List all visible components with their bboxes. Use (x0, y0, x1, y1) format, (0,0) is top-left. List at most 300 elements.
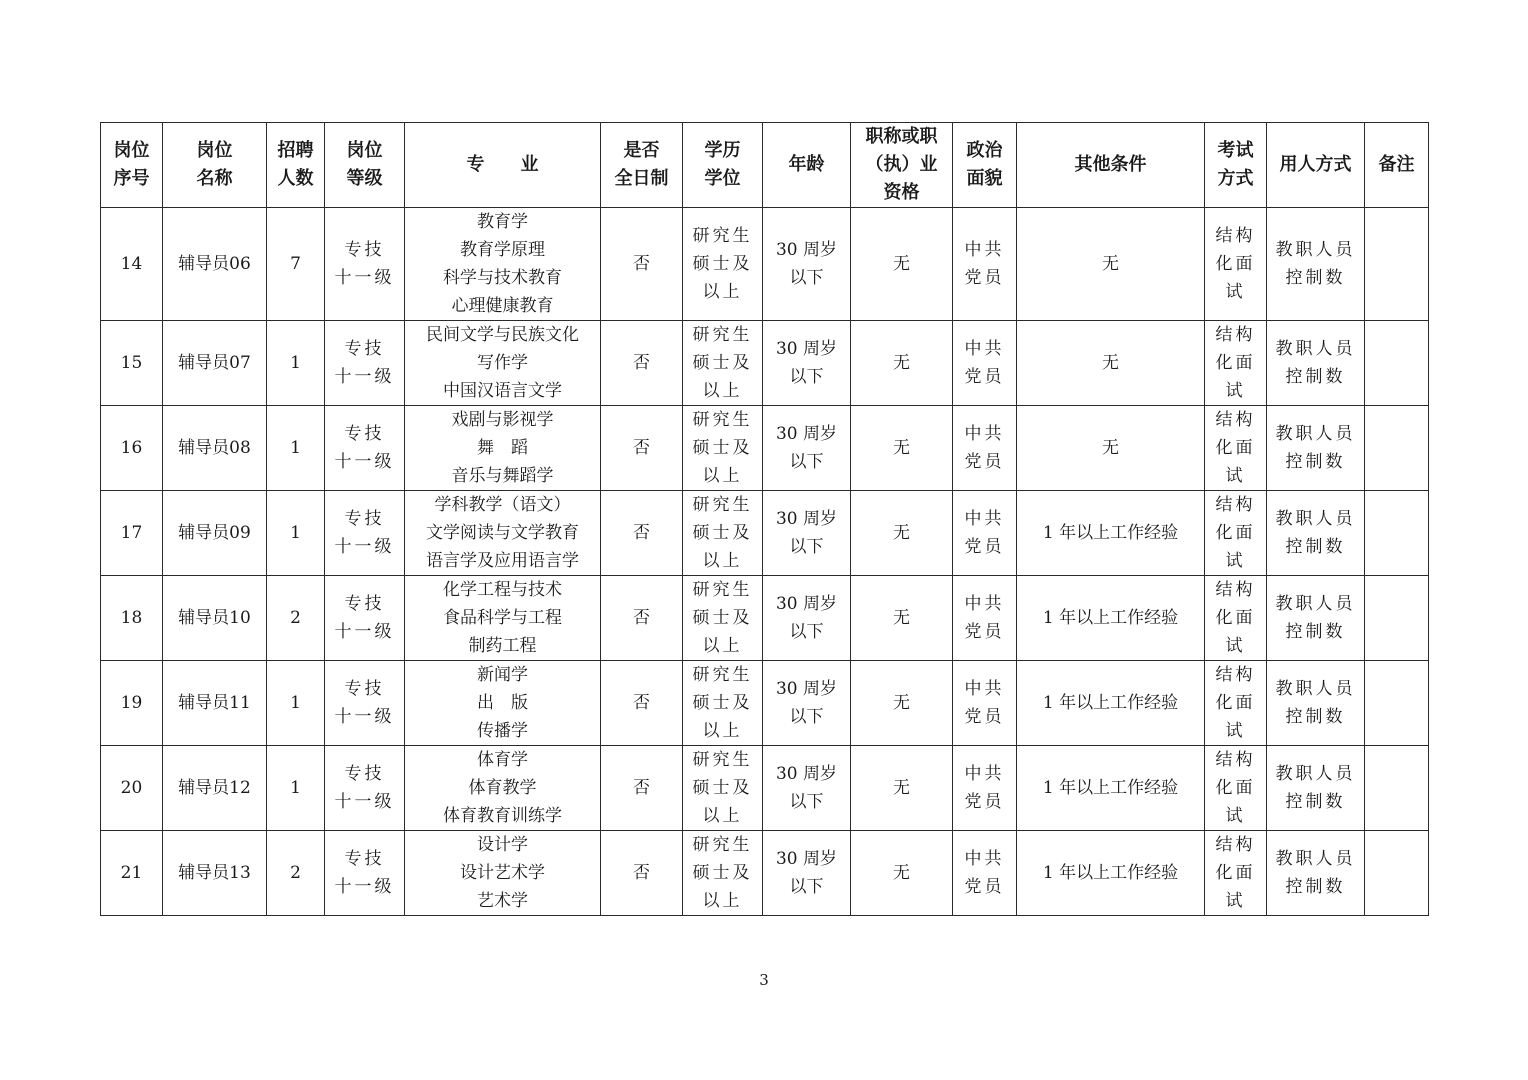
table-row (101, 831, 1429, 916)
cell-fulltime (601, 576, 683, 661)
cell-age-line: 30 周岁 (775, 339, 838, 359)
cell-exam-line: 试 (1225, 466, 1246, 486)
header-age: 年龄 (763, 123, 851, 208)
cell-degree (683, 208, 763, 321)
cell-exam-line: 化面 (1215, 693, 1256, 713)
cell-employ-line: 教职人员 (1275, 509, 1356, 529)
cell-level-line: 十一级 (334, 367, 395, 387)
cell-majors-line: 语言学及应用语言学 (426, 551, 579, 571)
cell-level-line: 十一级 (334, 707, 395, 727)
cell-seq (101, 576, 163, 661)
cell-employ (1267, 321, 1365, 406)
cell-exam-line: 结构 (1215, 325, 1256, 345)
cell-level (325, 321, 405, 406)
cell-political-line: 中共 (964, 339, 1005, 359)
cell-count-text: 1 (290, 778, 301, 798)
cell-fulltime-text: 否 (633, 523, 650, 543)
cell-degree (683, 321, 763, 406)
cell-degree (683, 491, 763, 576)
cell-seq-text: 15 (120, 353, 143, 373)
cell-political-line: 党员 (964, 622, 1005, 642)
cell-political (953, 406, 1017, 491)
cell-level-line: 专技 (344, 594, 385, 614)
cell-exam-line: 化面 (1215, 863, 1256, 883)
cell-other-text: 无 (1102, 438, 1119, 458)
cell-age-line: 30 周岁 (775, 594, 838, 614)
cell-level-line: 十一级 (334, 792, 395, 812)
cell-note (1365, 208, 1429, 321)
cell-degree-line: 以上 (702, 466, 743, 486)
cell-level (325, 406, 405, 491)
cell-seq-text: 18 (120, 608, 143, 628)
cell-majors-line: 教育学 (477, 212, 528, 232)
cell-count (267, 661, 325, 746)
cell-name (163, 831, 267, 916)
cell-political-line: 中共 (964, 509, 1005, 529)
cell-employ-line: 控制数 (1285, 707, 1346, 727)
cell-majors (405, 491, 601, 576)
cell-exam-line: 试 (1225, 636, 1246, 656)
cell-employ-line: 教职人员 (1275, 594, 1356, 614)
cell-majors-line: 制药工程 (468, 636, 537, 656)
cell-age-line: 以下 (789, 707, 824, 727)
cell-degree-line: 研究生 (692, 495, 753, 515)
cell-other-text: 1 年以上工作经验 (1042, 523, 1179, 543)
cell-employ (1267, 406, 1365, 491)
cell-age-line: 以下 (789, 537, 824, 557)
cell-political-line: 党员 (964, 537, 1005, 557)
header-other: 其他条件 (1017, 123, 1205, 208)
cell-fulltime (601, 406, 683, 491)
cell-count-text: 1 (290, 353, 301, 373)
header-fulltime: 是否 全日制 (601, 123, 683, 208)
cell-exam (1205, 321, 1267, 406)
cell-exam-line: 结构 (1215, 750, 1256, 770)
cell-degree-line: 硕士及 (692, 608, 753, 628)
cell-exam-line: 结构 (1215, 580, 1256, 600)
cell-exam-line: 结构 (1215, 226, 1256, 246)
cell-other (1017, 831, 1205, 916)
cell-employ-line: 控制数 (1285, 877, 1346, 897)
cell-note (1365, 576, 1429, 661)
cell-note (1365, 831, 1429, 916)
cell-level (325, 661, 405, 746)
cell-majors-line: 体育教学 (468, 778, 537, 798)
cell-political-line: 党员 (964, 792, 1005, 812)
cell-seq-text: 17 (120, 523, 143, 543)
cell-note (1365, 491, 1429, 576)
cell-level-line: 专技 (344, 849, 385, 869)
cell-degree-line: 硕士及 (692, 438, 753, 458)
header-major: 专 业 (405, 123, 601, 208)
header-level: 岗位 等级 (325, 123, 405, 208)
cell-count-text: 1 (290, 438, 301, 458)
cell-note (1365, 321, 1429, 406)
cell-exam-line: 试 (1225, 381, 1246, 401)
cell-majors (405, 208, 601, 321)
cell-level-line: 专技 (344, 424, 385, 444)
cell-majors-line: 舞 蹈 (477, 438, 528, 458)
cell-political-line: 中共 (964, 764, 1005, 784)
cell-exam-line: 结构 (1215, 835, 1256, 855)
cell-seq-text: 19 (120, 693, 143, 713)
cell-degree (683, 406, 763, 491)
cell-age-line: 30 周岁 (775, 849, 838, 869)
cell-level-line: 专技 (344, 764, 385, 784)
cell-title (851, 321, 953, 406)
cell-note (1365, 661, 1429, 746)
cell-age (763, 831, 851, 916)
cell-majors (405, 576, 601, 661)
cell-employ (1267, 576, 1365, 661)
cell-fulltime (601, 208, 683, 321)
header-note: 备注 (1365, 123, 1429, 208)
cell-political-line: 党员 (964, 268, 1005, 288)
cell-degree-line: 硕士及 (692, 523, 753, 543)
table-row (101, 321, 1429, 406)
cell-level-line: 专技 (344, 240, 385, 260)
cell-degree-line: 以上 (702, 551, 743, 571)
cell-name-text: 辅导员06 (178, 254, 251, 274)
cell-seq (101, 208, 163, 321)
header-political: 政治 面貌 (953, 123, 1017, 208)
cell-name-text: 辅导员07 (178, 353, 251, 373)
cell-degree-line: 以上 (702, 381, 743, 401)
cell-other-text: 1 年以上工作经验 (1042, 863, 1179, 883)
cell-level-line: 十一级 (334, 877, 395, 897)
cell-degree-line: 研究生 (692, 665, 753, 685)
cell-political (953, 746, 1017, 831)
cell-fulltime-text: 否 (633, 254, 650, 274)
cell-political-line: 党员 (964, 877, 1005, 897)
cell-fulltime (601, 831, 683, 916)
cell-name-text: 辅导员13 (178, 863, 251, 883)
cell-exam-line: 结构 (1215, 410, 1256, 430)
cell-employ-line: 控制数 (1285, 622, 1346, 642)
cell-degree-line: 硕士及 (692, 353, 753, 373)
header-degree: 学历 学位 (683, 123, 763, 208)
cell-employ-line: 教职人员 (1275, 764, 1356, 784)
cell-level-line: 专技 (344, 339, 385, 359)
cell-level-line: 十一级 (334, 452, 395, 472)
cell-age (763, 406, 851, 491)
cell-exam-line: 化面 (1215, 438, 1256, 458)
cell-employ-line: 教职人员 (1275, 240, 1356, 260)
cell-majors-line: 写作学 (477, 353, 528, 373)
cell-majors-line: 科学与技术教育 (443, 268, 562, 288)
cell-note (1365, 746, 1429, 831)
cell-level (325, 746, 405, 831)
cell-count (267, 831, 325, 916)
cell-count (267, 321, 325, 406)
cell-political-line: 中共 (964, 679, 1005, 699)
cell-degree-line: 硕士及 (692, 254, 753, 274)
cell-seq (101, 491, 163, 576)
cell-age (763, 746, 851, 831)
cell-majors (405, 661, 601, 746)
cell-level (325, 491, 405, 576)
cell-exam (1205, 661, 1267, 746)
cell-employ-line: 教职人员 (1275, 849, 1356, 869)
cell-title-text: 无 (893, 523, 910, 543)
cell-degree-line: 研究生 (692, 226, 753, 246)
table-row (101, 406, 1429, 491)
cell-exam (1205, 406, 1267, 491)
cell-political-line: 中共 (964, 849, 1005, 869)
cell-age-line: 30 周岁 (775, 764, 838, 784)
cell-name-text: 辅导员08 (178, 438, 251, 458)
cell-age-line: 以下 (789, 622, 824, 642)
cell-title (851, 208, 953, 321)
cell-seq-text: 21 (120, 863, 143, 883)
cell-seq (101, 406, 163, 491)
cell-other-text: 无 (1102, 353, 1119, 373)
cell-majors-line: 设计艺术学 (460, 863, 545, 883)
cell-exam-line: 试 (1225, 721, 1246, 741)
cell-degree-line: 研究生 (692, 750, 753, 770)
cell-majors-line: 民间文学与民族文化 (426, 325, 579, 345)
cell-fulltime-text: 否 (633, 608, 650, 628)
cell-exam (1205, 746, 1267, 831)
cell-seq-text: 16 (120, 438, 143, 458)
cell-age (763, 661, 851, 746)
cell-fulltime-text: 否 (633, 863, 650, 883)
cell-name (163, 746, 267, 831)
cell-exam (1205, 576, 1267, 661)
cell-majors-line: 新闻学 (477, 665, 528, 685)
cell-degree-line: 研究生 (692, 580, 753, 600)
cell-fulltime (601, 321, 683, 406)
cell-level-line: 十一级 (334, 622, 395, 642)
cell-degree-line: 硕士及 (692, 863, 753, 883)
cell-majors-line: 体育学 (477, 750, 528, 770)
cell-majors (405, 746, 601, 831)
cell-degree-line: 硕士及 (692, 778, 753, 798)
cell-majors-line: 学科教学（语文） (434, 495, 571, 515)
cell-political-line: 党员 (964, 707, 1005, 727)
cell-title (851, 746, 953, 831)
cell-exam-line: 化面 (1215, 254, 1256, 274)
cell-name (163, 406, 267, 491)
cell-fulltime (601, 491, 683, 576)
cell-majors-line: 音乐与舞蹈学 (451, 466, 554, 486)
cell-majors (405, 406, 601, 491)
cell-name (163, 208, 267, 321)
cell-majors-line: 戏剧与影视学 (451, 410, 554, 430)
cell-level-line: 专技 (344, 679, 385, 699)
cell-other-text: 1 年以上工作经验 (1042, 778, 1179, 798)
cell-level (325, 576, 405, 661)
cell-title (851, 661, 953, 746)
cell-majors (405, 321, 601, 406)
cell-exam (1205, 208, 1267, 321)
cell-age (763, 208, 851, 321)
cell-majors-line: 食品科学与工程 (443, 608, 562, 628)
table-body (101, 208, 1429, 916)
cell-political-line: 党员 (964, 452, 1005, 472)
cell-title-text: 无 (893, 608, 910, 628)
cell-majors-line: 教育学原理 (460, 240, 545, 260)
cell-age-line: 30 周岁 (775, 424, 838, 444)
cell-title-text: 无 (893, 353, 910, 373)
cell-fulltime-text: 否 (633, 693, 650, 713)
cell-degree-line: 研究生 (692, 325, 753, 345)
cell-political (953, 661, 1017, 746)
cell-exam-line: 试 (1225, 891, 1246, 911)
cell-level (325, 208, 405, 321)
cell-seq-text: 14 (120, 254, 143, 274)
cell-name-text: 辅导员12 (178, 778, 251, 798)
cell-title (851, 491, 953, 576)
cell-political (953, 321, 1017, 406)
cell-fulltime-text: 否 (633, 353, 650, 373)
cell-political (953, 491, 1017, 576)
header-count: 招聘 人数 (267, 123, 325, 208)
cell-count (267, 208, 325, 321)
cell-exam-line: 结构 (1215, 495, 1256, 515)
cell-political (953, 576, 1017, 661)
cell-exam-line: 化面 (1215, 523, 1256, 543)
cell-majors-line: 化学工程与技术 (443, 580, 562, 600)
cell-majors-line: 设计学 (477, 835, 528, 855)
cell-employ (1267, 831, 1365, 916)
cell-count-text: 2 (290, 608, 301, 628)
cell-political (953, 831, 1017, 916)
cell-employ (1267, 208, 1365, 321)
table-row (101, 491, 1429, 576)
cell-fulltime-text: 否 (633, 778, 650, 798)
cell-employ-line: 教职人员 (1275, 424, 1356, 444)
cell-other-text: 无 (1102, 254, 1119, 274)
cell-degree (683, 576, 763, 661)
cell-age-line: 30 周岁 (775, 509, 838, 529)
cell-employ (1267, 746, 1365, 831)
cell-title-text: 无 (893, 254, 910, 274)
header-title: 职称或职 （执）业 资格 (851, 123, 953, 208)
cell-age-line: 以下 (789, 268, 824, 288)
cell-degree-line: 以上 (702, 891, 743, 911)
cell-degree-line: 以上 (702, 806, 743, 826)
cell-level (325, 831, 405, 916)
cell-majors-line: 中国汉语言文学 (443, 381, 562, 401)
cell-majors-line: 文学阅读与文学教育 (426, 523, 579, 543)
cell-majors-line: 出 版 (477, 693, 528, 713)
cell-fulltime-text: 否 (633, 438, 650, 458)
cell-count-text: 7 (290, 254, 301, 274)
cell-degree-line: 硕士及 (692, 693, 753, 713)
cell-degree (683, 746, 763, 831)
cell-level-line: 十一级 (334, 268, 395, 288)
cell-title-text: 无 (893, 778, 910, 798)
cell-exam-line: 试 (1225, 806, 1246, 826)
cell-degree (683, 661, 763, 746)
cell-employ-line: 控制数 (1285, 268, 1346, 288)
cell-title-text: 无 (893, 863, 910, 883)
cell-employ-line: 控制数 (1285, 537, 1346, 557)
header-employ: 用人方式 (1267, 123, 1365, 208)
cell-other (1017, 208, 1205, 321)
cell-name-text: 辅导员11 (178, 693, 251, 713)
cell-majors-line: 传播学 (477, 721, 528, 741)
cell-employ-line: 教职人员 (1275, 679, 1356, 699)
cell-exam (1205, 831, 1267, 916)
cell-degree-line: 研究生 (692, 835, 753, 855)
cell-count (267, 746, 325, 831)
cell-age (763, 491, 851, 576)
cell-age-line: 以下 (789, 877, 824, 897)
cell-age-line: 以下 (789, 367, 824, 387)
cell-employ (1267, 491, 1365, 576)
cell-exam-line: 试 (1225, 282, 1246, 302)
cell-name (163, 491, 267, 576)
cell-majors-line: 心理健康教育 (451, 296, 554, 316)
cell-fulltime (601, 746, 683, 831)
cell-political-line: 党员 (964, 367, 1005, 387)
cell-seq-text: 20 (120, 778, 143, 798)
cell-other-text: 1 年以上工作经验 (1042, 693, 1179, 713)
cell-title-text: 无 (893, 438, 910, 458)
cell-name (163, 576, 267, 661)
cell-count (267, 491, 325, 576)
cell-other (1017, 746, 1205, 831)
cell-degree (683, 831, 763, 916)
header-name: 岗位 名称 (163, 123, 267, 208)
cell-name (163, 321, 267, 406)
cell-employ-line: 控制数 (1285, 452, 1346, 472)
cell-name-text: 辅导员09 (178, 523, 251, 543)
cell-title (851, 406, 953, 491)
cell-majors-line: 艺术学 (477, 891, 528, 911)
table-row (101, 661, 1429, 746)
cell-political-line: 中共 (964, 424, 1005, 444)
cell-other (1017, 406, 1205, 491)
recruitment-table (100, 122, 1429, 916)
cell-seq (101, 831, 163, 916)
table-header-row (101, 123, 1429, 208)
cell-exam-line: 结构 (1215, 665, 1256, 685)
cell-majors-line: 体育教育训练学 (443, 806, 562, 826)
cell-age-line: 30 周岁 (775, 240, 838, 260)
cell-level-line: 专技 (344, 509, 385, 529)
page-number: 3 (759, 971, 769, 989)
cell-count-text: 1 (290, 523, 301, 543)
cell-other (1017, 321, 1205, 406)
cell-count-text: 2 (290, 863, 301, 883)
cell-title (851, 831, 953, 916)
header-seq: 岗位 序号 (101, 123, 163, 208)
cell-count (267, 406, 325, 491)
cell-exam-line: 化面 (1215, 608, 1256, 628)
cell-degree-line: 以上 (702, 282, 743, 302)
cell-age (763, 321, 851, 406)
cell-name-text: 辅导员10 (178, 608, 251, 628)
cell-employ-line: 控制数 (1285, 367, 1346, 387)
cell-exam-line: 化面 (1215, 353, 1256, 373)
cell-age-line: 以下 (789, 452, 824, 472)
cell-degree-line: 以上 (702, 721, 743, 741)
cell-age-line: 以下 (789, 792, 824, 812)
cell-employ-line: 控制数 (1285, 792, 1346, 812)
cell-level-line: 十一级 (334, 537, 395, 557)
cell-employ (1267, 661, 1365, 746)
cell-age (763, 576, 851, 661)
cell-seq (101, 321, 163, 406)
cell-seq (101, 661, 163, 746)
cell-fulltime (601, 661, 683, 746)
cell-majors (405, 831, 601, 916)
cell-count (267, 576, 325, 661)
cell-note (1365, 406, 1429, 491)
